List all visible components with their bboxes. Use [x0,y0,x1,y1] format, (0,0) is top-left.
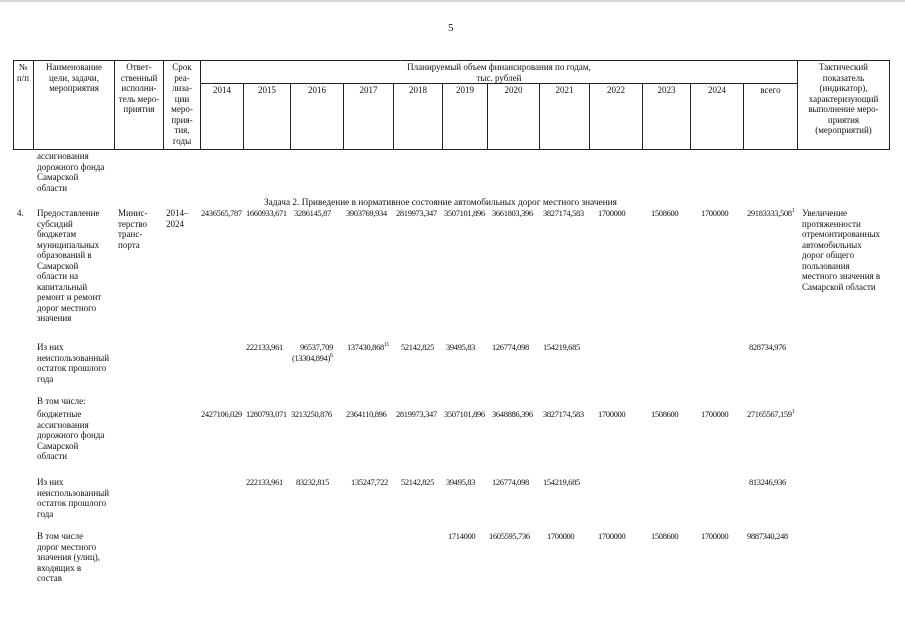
row-name: Предоставление субсидий бюджетам муниципальных образований в Самарской области на капитальный ремонт и ремонт дорог местного значения [37,208,102,323]
value-2024: 1700000 [701,208,729,218]
scan-edge [0,0,905,2]
year-2024: 2024 [708,85,726,95]
value-2017: 3903769,934 [346,208,387,218]
value-2021: 154219,685 [543,342,580,352]
value-2022: 1700000 [598,409,626,419]
header-indicator: Тактический показатель (индикатор), характеризующий выполнение меро- приятия (мероприятий) [808,62,879,135]
value-2017 [347,342,389,353]
footnote-mark: 11 [383,342,389,349]
value-2018: 2819973,347 [396,409,437,419]
total-value: 29183333,508 [747,208,792,218]
year-2015: 2015 [258,85,276,95]
value-total: 9887340,248 [747,531,788,541]
value-2023: 1508600 [651,531,679,541]
row-name: бюджетные ассигнования дорожного фонда Самарской области [37,409,105,461]
header-name: Наименование цели, задачи, мероприятия [45,62,103,93]
row-term: 2014– 2024 [166,208,189,229]
table-right-border [889,60,890,150]
header-bottom-border [13,149,890,150]
table-top-border [13,60,890,61]
continuation-text: ассигнования дорожного фонда Самарской области [37,151,105,193]
value-2020: 126774,098 [492,477,529,487]
value-2016: 96537,709 [300,342,333,352]
year-2021: 2021 [555,85,574,95]
value-2019: 39495,83 [446,477,476,487]
value-total: 828734,976 [749,342,786,352]
header-no: № п/п [16,62,30,83]
value-2016: 83232,815 [296,477,329,487]
value-2024: 1700000 [701,409,729,419]
value-2015: 222133,961 [246,342,283,352]
value-2016: 3286145,87 [294,208,331,218]
value-total [747,409,794,420]
task-title: Задача 2. Приведение в нормативное состояние автомобильных дорог местного значения [264,198,617,208]
value-2019: 1714000 [448,531,476,541]
value-2019: 39495,83 [446,342,476,352]
value-2019: 3507101,896 [444,208,485,218]
value-2021: 3827174,583 [543,409,584,419]
row-name: В том числе дорог местного значения (улиц), входящих в состав [37,531,101,583]
value-total [747,208,794,219]
row-no: 4. [17,208,24,218]
row-name: Из них неиспользованный остаток прошлого года [37,477,110,519]
value-2016: 3213250,876 [291,409,332,419]
value-2019: 3507101,896 [444,409,485,419]
value-2021: 3827174,583 [543,208,584,218]
value-2022: 1700000 [598,208,626,218]
value-2024: 1700000 [701,531,729,541]
subnote-value: (13304,894) [292,353,330,363]
year-2019: 2019 [456,85,474,95]
value-2022: 1700000 [598,531,626,541]
value-2023: 1508600 [651,409,679,419]
row-name: Из них неиспользованный остаток прошлого года [37,342,110,384]
value-2017: 135247,722 [351,477,388,487]
year-2017: 2017 [359,85,378,95]
value-text: 137430,868 [347,342,384,352]
row-responsible: Минис- терство транс- порта [118,208,148,250]
value-total: 813246,936 [749,477,786,487]
value-2018: 52142,825 [401,477,434,487]
header-term: Срок реа- лиза- ции меро- прия- тия, годы [171,62,193,146]
value-2020: 1605595,736 [489,531,530,541]
total-value: 27165567,159 [747,409,792,419]
page-number: 5 [448,22,454,34]
footnote-mark: 1 [791,409,795,416]
value-2021: 154219,685 [543,477,580,487]
value-2021: 1700000 [547,531,575,541]
year-2022: 2022 [607,85,625,95]
year-2020: 2020 [504,85,523,95]
row-indicator: Увеличение протяженности отремонтированных автомобильных дорог общего пользования местного значения в Самарской области [802,208,881,292]
year-total: всего [760,85,781,95]
year-2014: 2014 [213,85,231,95]
value-2015: 1660933,671 [246,208,287,218]
value-2017: 2364110,896 [346,409,387,419]
value-2020: 126774,098 [492,342,529,352]
row-name: В том числе: [37,396,86,406]
footnote-mark: 6 [329,353,333,360]
value-2014: 2436565,787 [201,208,242,218]
year-2018: 2018 [409,85,427,95]
header-responsible: Ответ- ственный исполни- тель меро- приятия [118,62,160,114]
value-2018: 52142,825 [401,342,434,352]
value-2015: 1280793,071 [246,409,287,419]
header-funding: Планируемый объем финансирования по годам, тыс. рублей [407,62,591,83]
value-2015: 222133,961 [246,477,283,487]
value-2018: 2819973,347 [396,208,437,218]
value-2020: 3648886,396 [492,409,533,419]
value-2020: 3661803,396 [492,208,533,218]
value-2014: 2427106,029 [201,409,242,419]
subnote-2016 [292,353,333,364]
year-2023: 2023 [657,85,676,95]
year-2016: 2016 [308,85,326,95]
footnote-mark: 1 [791,208,795,215]
value-2023: 1508600 [651,208,679,218]
